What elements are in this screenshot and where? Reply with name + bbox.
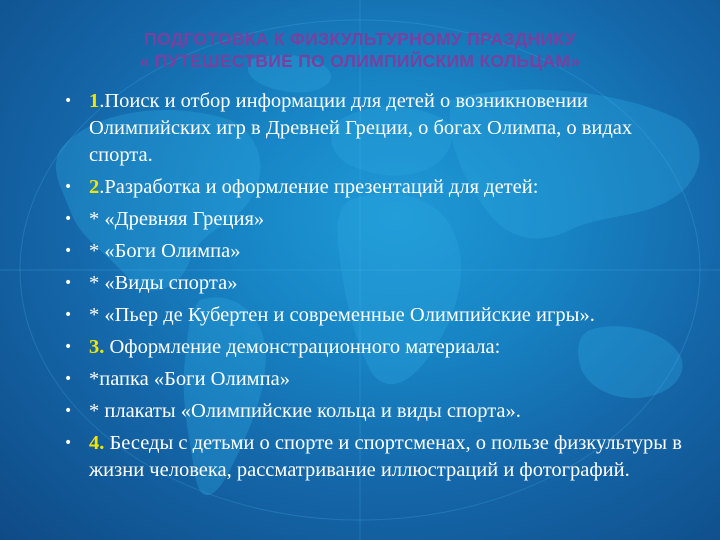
list-item — [64, 334, 690, 361]
list-item — [64, 366, 690, 393]
bullet-icon: • — [64, 435, 73, 451]
bullet-icon: • — [64, 307, 73, 323]
list-item — [64, 206, 690, 233]
item-text: * «Боги Олимпа» — [89, 240, 241, 262]
list-item — [64, 238, 690, 265]
list-item — [64, 88, 690, 169]
bullet-icon: • — [64, 339, 73, 355]
item-text: * плакаты «Олимпийские кольца и виды спорта». — [89, 400, 521, 422]
bullet-icon: • — [64, 275, 73, 291]
list-item — [64, 430, 690, 484]
item-number: 3. — [89, 336, 105, 358]
list-item — [64, 270, 690, 297]
item-text: *папка «Боги Олимпа» — [89, 368, 290, 390]
bullet-icon: • — [64, 371, 73, 387]
item-text: Беседы с детьми о спорте и спортсменах, о пользе физкультуры в жизни человека, рассматривание иллюстраций и фотографий. — [89, 432, 682, 481]
list-item — [64, 398, 690, 425]
bullet-list — [64, 88, 690, 489]
bullet-icon: • — [64, 243, 73, 259]
item-number: 4. — [89, 432, 105, 454]
item-text: .Разработка и оформление презентаций для детей: — [99, 176, 539, 198]
item-number: 2 — [89, 176, 100, 198]
item-text: .Поиск и отбор информации для детей о возникновении Олимпийских игр в Древней Греции, о богах Олимпа, о видах спорта. — [89, 90, 633, 166]
bullet-icon: • — [64, 179, 73, 195]
item-text: * «Пьер де Кубертен и современные Олимпийские игры». — [89, 304, 595, 326]
item-text: * «Древняя Греция» — [89, 208, 265, 230]
bullet-icon: • — [64, 93, 73, 109]
item-text: * «Виды спорта» — [89, 272, 238, 294]
list-item — [64, 174, 690, 201]
slide-title-line-2: « ПУТЕШЕСТВИЕ ПО ОЛИМПИЙСКИМ КОЛЬЦАМ» — [139, 51, 581, 71]
bullet-icon: • — [64, 403, 73, 419]
item-text: Оформление демонстрационного материала: — [104, 336, 501, 358]
bullet-icon: • — [64, 211, 73, 227]
item-number: 1 — [89, 90, 100, 112]
slide-title-line-1: ПОДГОТОВКА К ФИЗКУЛЬТУРНОМУ ПРАЗДНИКУ — [144, 29, 576, 49]
list-item — [64, 302, 690, 329]
slide-title — [40, 28, 680, 72]
